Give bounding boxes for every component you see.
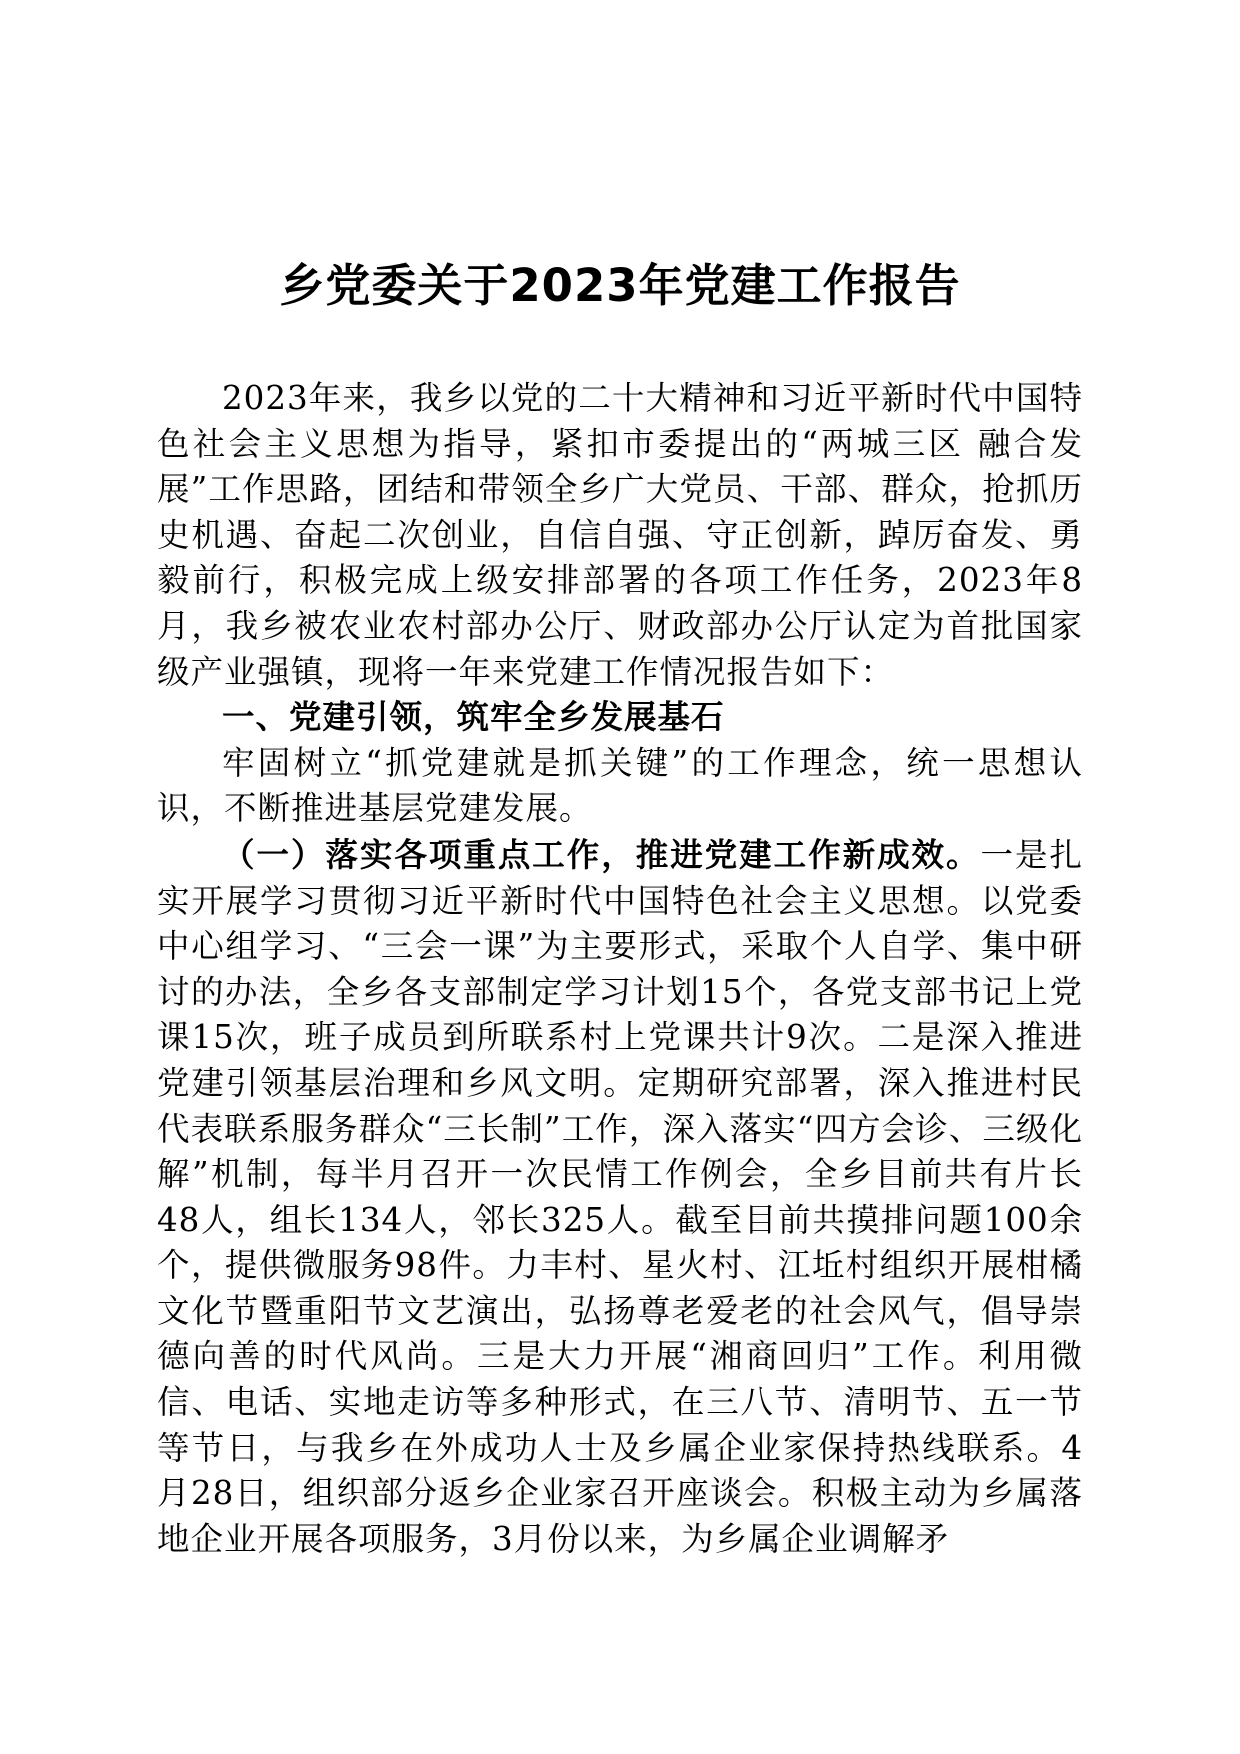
- document-body: [157, 376, 1083, 1562]
- subsection-1-body: 一是扎实开展学习贯彻习近平新时代中国特色社会主义思想。以党委中心组学习、“三会一课”为主要形式，采取个人自学、集中研讨的办法，全乡各支部制定学习计划15个，各党支部书记上党课15次，班子成员到所联系村上党课共计9次。二是深入推进党建引领基层治理和乡风文明。定期研究部署，深入推进村民代表联系服务群众“三长制”工作，深入落实“四方会诊、三级化解”机制，每半月召开一次民情工作例会，全乡目前共有片长48人，组长134人，邻长325人。截至目前共摸排问题100余个，提供微服务98件。力丰村、星火村、江坵村组织开展柑橘文化节暨重阳节文艺演出，弘扬尊老爱老的社会风气，倡导崇德向善的时代风尚。三是大力开展“湘商回归”工作。利用微信、电话、实地走访等多种形式，在三八节、清明节、五一节等节日，与我乡在外成功人士及乡属企业家保持热线联系。4月28日，组织部分返乡企业家召开座谈会。积极主动为乡属落地企业开展各项服务，3月份以来，为乡属企业调解矛: [157, 835, 1083, 1558]
- intro-paragraph: 2023年来，我乡以党的二十大精神和习近平新时代中国特色社会主义思想为指导，紧扣市委提出的“两城三区 融合发展”工作思路，团结和带领全乡广大党员、干部、群众，抢抓历史机遇、奋起二次创业，自信自强、守正创新，踔厉奋发、勇毅前行，积极完成上级安排部署的各项工作任务，2023年8月，我乡被农业农村部办公厅、财政部办公厅认定为首批国家级产业强镇，现将一年来党建工作情况报告如下：: [157, 379, 1083, 691]
- section-1-heading: 一、党建引领，筑牢全乡发展基石: [222, 698, 725, 737]
- subsection-1-heading: （一）落实各项重点工作，推进党建工作新成效。: [222, 834, 981, 874]
- section-1-lead-paragraph: 牢固树立“抓党建就是抓关键”的工作理念，统一思想认识，不断推进基层党建发展。: [157, 743, 1083, 828]
- subsection-1-paragraph: [157, 832, 1083, 1563]
- document-title: 乡党委关于2023年党建工作报告: [279, 259, 961, 312]
